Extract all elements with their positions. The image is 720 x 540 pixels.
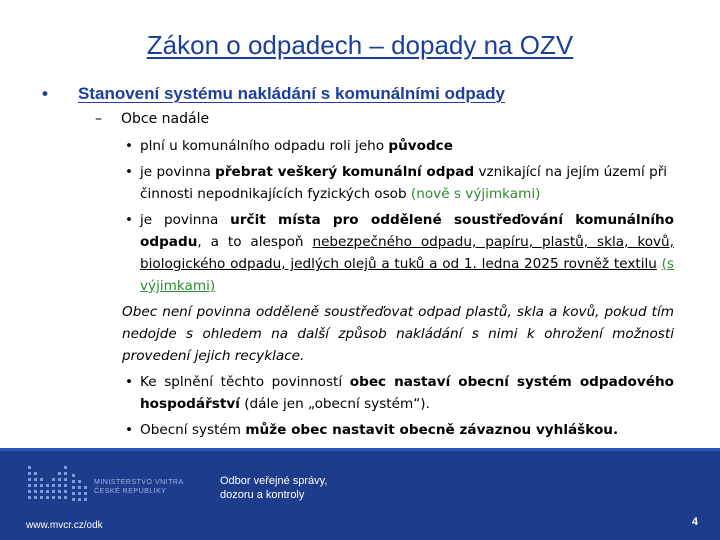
item-text: Obecní systém xyxy=(140,422,246,438)
ministry-logo-icon xyxy=(26,460,90,510)
list-item xyxy=(122,419,674,441)
dash-marker: – xyxy=(95,111,102,127)
department-name-line1: Odbor veřejné správy, xyxy=(220,475,328,487)
bullet-level1-text: Stanovení systému nakládání s komunálními odpady xyxy=(78,84,506,103)
bullet-dot: • xyxy=(125,138,134,154)
item-green-note: (nově s výjimkami) xyxy=(410,186,541,202)
item-text: je povinna xyxy=(140,164,216,180)
list-item xyxy=(122,135,674,157)
bullet-level2-text: Obce nadále xyxy=(121,111,210,127)
bullet-dot: • xyxy=(42,84,48,103)
item-text: vznikající na jejím území při činnosti nepodnikajících fyzických osob xyxy=(140,164,668,202)
footer-stripe xyxy=(0,448,720,451)
bullet-level1 xyxy=(42,84,682,104)
footer-url-link[interactable]: www.mvcr.cz/odk xyxy=(26,520,103,531)
ministry-name-line2: ČESKÉ REPUBLIKY xyxy=(94,488,167,495)
department-name-line2: dozoru a kontroly xyxy=(220,489,305,501)
list-item xyxy=(122,371,674,415)
item-text: je povinna xyxy=(140,212,231,228)
list-item xyxy=(122,209,674,297)
page-number: 4 xyxy=(691,516,698,528)
bullet-level2 xyxy=(95,111,209,127)
item-bold-text: přebrat veškerý komunální odpad xyxy=(215,164,475,180)
item-bold-text: obec nastaví obecní systém odpadového hospodářství xyxy=(140,374,674,412)
department-name xyxy=(220,474,327,502)
item-bold-text: určit místa pro oddělené soustřeďování komunálního odpadu xyxy=(140,212,674,250)
item-text: (dále jen „obecní systém“). xyxy=(239,396,430,412)
list-item xyxy=(122,161,674,205)
item-text: , a to alespoň xyxy=(197,234,313,250)
item-green-note: (s výjimkami) xyxy=(140,256,674,294)
bullet-list xyxy=(122,135,674,445)
bullet-dot: • xyxy=(125,374,134,390)
item-bold-text: může obec nastavit obecně závaznou vyhláškou. xyxy=(245,422,619,438)
bullet-dot: • xyxy=(125,422,134,438)
item-bold-text: původce xyxy=(388,138,453,154)
ministry-name-line1: MINISTERSTVO VNITRA xyxy=(94,479,184,486)
italic-note-text: Obec není povinna odděleně soustřeďovat odpad plastů, skla a kovů, pokud tím nedojde s ohledem na další způsob nakládání s nimi k ohrožení možnosti provedení jejich recyklace. xyxy=(122,304,674,364)
slide-title: Zákon o odpadech – dopady na OZV xyxy=(146,30,574,60)
bullet-dot: • xyxy=(125,164,134,180)
item-text: Ke splnění těchto povinností xyxy=(140,374,350,390)
italic-note xyxy=(122,301,674,367)
item-text: plní u komunálního odpadu roli jeho xyxy=(140,138,389,154)
item-underlined-text: nebezpečného odpadu, papíru, plastů, skla, kovů, biologického odpadu, jedlých olejů a tuků a od 1. ledna 2025 rovněž textilu xyxy=(140,234,674,272)
bullet-dot: • xyxy=(125,212,134,228)
footer-bar xyxy=(0,448,720,540)
ministry-name xyxy=(94,478,184,496)
